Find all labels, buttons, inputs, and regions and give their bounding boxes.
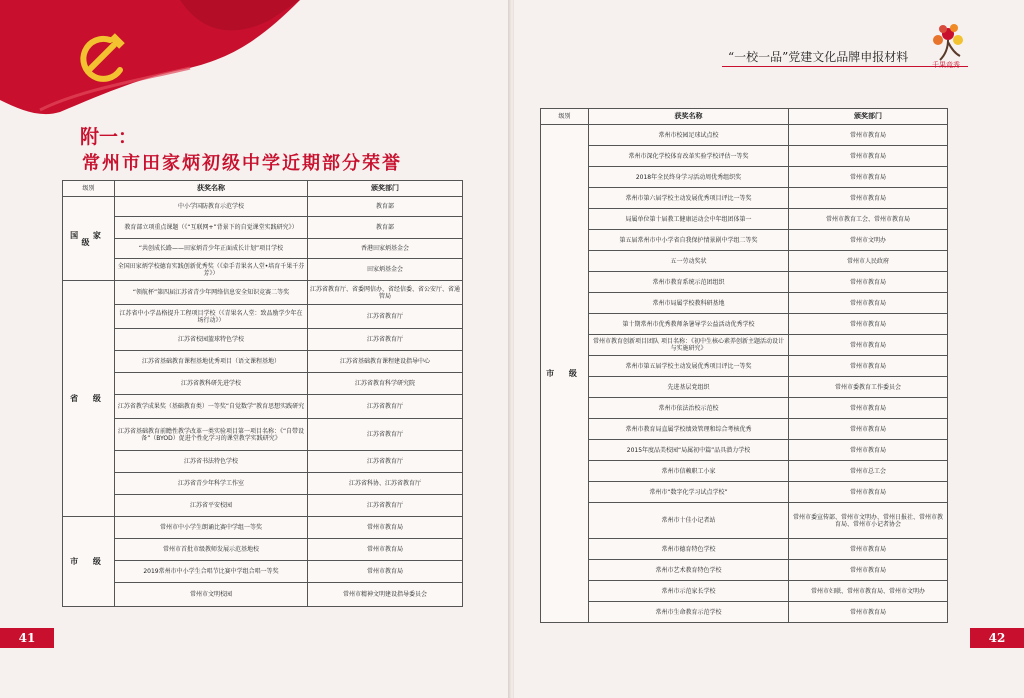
honors-table-right	[540, 108, 948, 623]
table-row	[63, 217, 463, 239]
issuer-cell: 常州市教育局	[789, 146, 948, 167]
issuer-cell: 教育部	[308, 217, 463, 239]
award-name-cell: 常州市示范家长学校	[589, 581, 789, 602]
table-row	[541, 560, 948, 581]
issuer-cell: 江苏省科协、江苏省教育厅	[308, 473, 463, 495]
honors-table-left	[62, 180, 463, 607]
table-row	[541, 461, 948, 482]
page-title: 常州市田家炳初级中学近期部分荣誉	[82, 153, 402, 174]
award-name-cell: 2019常州市中小学生合唱节比赛中学组合唱一等奖	[115, 561, 308, 583]
page-number-left: 41	[0, 628, 54, 648]
issuer-cell: 常州市总工会	[789, 461, 948, 482]
award-name-cell: 局属单位第十届教工健康运动会中年组团体第一	[589, 209, 789, 230]
award-name-cell: 常州市十佳小记者站	[589, 503, 789, 539]
issuer-cell: 江苏省教育厅	[308, 419, 463, 451]
table-row	[541, 539, 948, 560]
award-name-cell: 常州市信赖职工小家	[589, 461, 789, 482]
issuer-cell: 常州市人民政府	[789, 251, 948, 272]
table-row	[541, 419, 948, 440]
issuer-cell: 常州市委宣传部、常州市文明办、常州日报社、常州市教育局、常州市小记者协会	[789, 503, 948, 539]
table-row	[541, 314, 948, 335]
issuer-cell: 常州市教育局	[789, 314, 948, 335]
award-name-cell: 常州市“数字化学习试点学校”	[589, 482, 789, 503]
table-row	[541, 602, 948, 623]
award-name-cell: 常州市文明校园	[115, 583, 308, 607]
award-name-cell: 常州市教育创新项目团队 项目名称：《初中生核心素养创新主题活动设计与实施研究》	[589, 335, 789, 356]
award-name-cell: 五一劳动奖状	[589, 251, 789, 272]
award-name-cell: 先进基层党组织	[589, 377, 789, 398]
award-name-cell: 第十期常州市优秀教师条暑导学公益活动优秀学校	[589, 314, 789, 335]
award-name-cell: 2018年全民终身学习活动周优秀组织奖	[589, 167, 789, 188]
issuer-cell: 常州市妇联、常州市教育局、常州市文明办	[789, 581, 948, 602]
issuer-cell: 常州市教育局	[789, 356, 948, 377]
issuer-cell: 常州市教育局	[789, 419, 948, 440]
table-header-row	[541, 109, 948, 125]
award-name-cell: 2015年度品美校园“局属初中篇”品具潜力学校	[589, 440, 789, 461]
issuer-cell: 江苏省教育厅	[308, 451, 463, 473]
issuer-cell: 常州市教育局	[789, 482, 948, 503]
page-number-right: 42	[970, 628, 1024, 648]
right-page	[514, 0, 1024, 698]
table-row	[541, 293, 948, 314]
issuer-cell: 江苏省教育厅	[308, 395, 463, 419]
table-row	[541, 125, 948, 146]
party-flag-icon	[0, 0, 300, 120]
issuer-cell: 江苏省教育厅	[308, 305, 463, 329]
table-row	[541, 209, 948, 230]
award-name-cell: 江苏省书法特色学校	[115, 451, 308, 473]
level-cell: 市 级	[541, 125, 589, 623]
table-row	[541, 377, 948, 398]
level-cell: 市 级	[63, 517, 115, 607]
award-name-cell: 江苏省平安校园	[115, 495, 308, 517]
issuer-cell: 常州市教育局	[308, 517, 463, 539]
issuer-cell: 常州市教育局	[789, 167, 948, 188]
award-name-cell: 常州市中小学生朗诵比赛中学组一等奖	[115, 517, 308, 539]
table-row	[63, 351, 463, 373]
logo-text: 千果竞秀	[932, 61, 960, 69]
table-row	[541, 356, 948, 377]
column-header: 级别	[63, 181, 115, 197]
award-name-cell: 常州市校园足球试点校	[589, 125, 789, 146]
table-row	[63, 517, 463, 539]
award-name-cell: 江苏省青少年科学工作室	[115, 473, 308, 495]
award-name-cell: 江苏省教学成果奖（基础教育类）一等奖“自觉数学”教育思想实践研究	[115, 395, 308, 419]
issuer-cell: 江苏省教育厅	[308, 495, 463, 517]
table-row	[63, 281, 463, 305]
table-row	[541, 335, 948, 356]
award-name-cell: 教育部立项重点课题（《“互联网+”背景下的自觉课堂实践研究》）	[115, 217, 308, 239]
table-row	[541, 230, 948, 251]
column-header: 获奖名称	[589, 109, 789, 125]
award-name-cell: 常州市第六届学校主动发展优秀项目评比一等奖	[589, 188, 789, 209]
award-name-cell: 江苏省校园篮球特色学校	[115, 329, 308, 351]
column-header: 获奖名称	[115, 181, 308, 197]
table-row	[541, 398, 948, 419]
column-header: 级别	[541, 109, 589, 125]
table-row	[541, 581, 948, 602]
issuer-cell: 香港田家炳基金会	[308, 239, 463, 259]
level-cell: 国 家 级	[63, 197, 115, 281]
left-page	[0, 0, 510, 698]
award-name-cell: 常州市第五届学校主动发展优秀项目评比一等奖	[589, 356, 789, 377]
column-header: 颁奖部门	[308, 181, 463, 197]
issuer-cell: 常州市教育局	[308, 539, 463, 561]
award-name-cell: 常州市首批市级教师发展示范基地校	[115, 539, 308, 561]
header-title: “一校一品”党建文化品牌申报材料	[728, 50, 909, 64]
issuer-cell: 常州市精神文明建设指导委员会	[308, 583, 463, 607]
award-name-cell: 常州市局属学校教科研基地	[589, 293, 789, 314]
table-row	[63, 495, 463, 517]
attachment-label: 附一：	[80, 126, 138, 148]
award-name-cell: 中小学国防教育示范学校	[115, 197, 308, 217]
table-row	[541, 503, 948, 539]
table-row	[541, 482, 948, 503]
table-row	[541, 167, 948, 188]
issuer-cell: 教育部	[308, 197, 463, 217]
award-name-cell: 江苏省中小学品格提升工程项目学校（《青果名人堂：致品励学少年在场行动》）	[115, 305, 308, 329]
issuer-cell: 常州市教育局	[789, 335, 948, 356]
table-row	[63, 451, 463, 473]
issuer-cell: 常州市教育局	[308, 561, 463, 583]
table-row	[63, 539, 463, 561]
table-row	[541, 251, 948, 272]
issuer-cell: 常州市教育工会、常州市教育局	[789, 209, 948, 230]
award-name-cell: “领航杯”第四届江苏省青少年网络信息安全知识竞赛二等奖	[115, 281, 308, 305]
table-row	[541, 272, 948, 293]
issuer-cell: 常州市文明办	[789, 230, 948, 251]
award-name-cell: 第五届常州市中小学省自我保护情景剧中学组二等奖	[589, 230, 789, 251]
table-row	[63, 259, 463, 281]
issuer-cell: 常州市教育局	[789, 560, 948, 581]
column-header: 颁奖部门	[789, 109, 948, 125]
table-row	[63, 561, 463, 583]
table-row	[63, 329, 463, 351]
table-row	[63, 473, 463, 495]
award-name-cell: 常州市生命教育示范学校	[589, 602, 789, 623]
award-name-cell: 常州市艺术教育特色学校	[589, 560, 789, 581]
table-row	[541, 188, 948, 209]
table-row	[63, 583, 463, 607]
award-name-cell: “共创成长路——田家炳青少年正面成长计划”项目学校	[115, 239, 308, 259]
table-row	[63, 239, 463, 259]
level-cell: 省 级	[63, 281, 115, 517]
issuer-cell: 江苏省教育科学研究院	[308, 373, 463, 395]
issuer-cell: 常州市教育局	[789, 398, 948, 419]
table-row	[541, 440, 948, 461]
award-name-cell: 江苏省教科研先进学校	[115, 373, 308, 395]
table-header-row	[63, 181, 463, 197]
issuer-cell: 常州市教育局	[789, 125, 948, 146]
issuer-cell: 常州市教育局	[789, 293, 948, 314]
award-name-cell: 常州市深化学校体育改革实验学校评估一等奖	[589, 146, 789, 167]
issuer-cell: 江苏省基础教育课程建设指导中心	[308, 351, 463, 373]
award-name-cell: 江苏省基础教育课程基地优秀项目（语文课程基地）	[115, 351, 308, 373]
award-name-cell: 常州市依法治校示范校	[589, 398, 789, 419]
issuer-cell: 常州市教育局	[789, 272, 948, 293]
table-row	[63, 197, 463, 217]
issuer-cell: 田家炳基金会	[308, 259, 463, 281]
issuer-cell: 常州市教育局	[789, 440, 948, 461]
issuer-cell: 常州市教育局	[789, 188, 948, 209]
award-name-cell: 常州市德育特色学校	[589, 539, 789, 560]
issuer-cell: 常州市委教育工作委员会	[789, 377, 948, 398]
table-row	[63, 305, 463, 329]
issuer-cell: 江苏省教育厅	[308, 329, 463, 351]
issuer-cell: 常州市教育局	[789, 602, 948, 623]
issuer-cell: 常州市教育局	[789, 539, 948, 560]
table-row	[541, 146, 948, 167]
award-name-cell: 全国田家炳学校德育实践创新优秀奖（《牵手青果名人堂•培育千果千芬芳》）	[115, 259, 308, 281]
award-name-cell: 江苏省基础教育前瞻性教学改革一类实验项目第一项目名称：《“自带设备”（BYOD）促进个性化学习的课堂教学实践研究》	[115, 419, 308, 451]
table-row	[63, 419, 463, 451]
issuer-cell: 江苏省教育厅、省委网信办、省经信委、省公安厅、省通管局	[308, 281, 463, 305]
table-row	[63, 373, 463, 395]
award-name-cell: 常州市教育局直属学校绩效管理和综合考核优秀	[589, 419, 789, 440]
award-name-cell: 常州市教育系统示范团组织	[589, 272, 789, 293]
table-row	[63, 395, 463, 419]
